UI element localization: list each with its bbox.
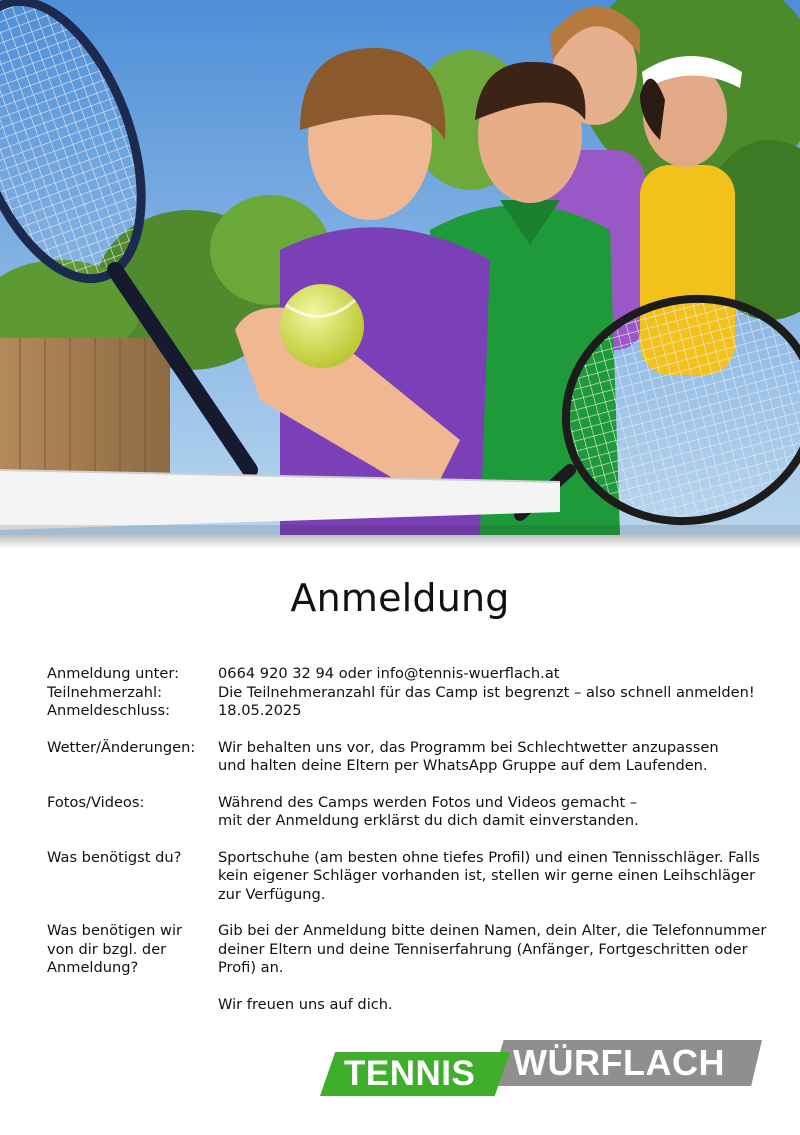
needs-value	[218, 849, 787, 905]
needs-line-1: Sportschuhe (am besten ohne tiefes Profil) und einen Tennisschläger. Falls	[218, 848, 760, 866]
weather-label: Wetter/Änderungen:	[47, 738, 196, 756]
tennis-ball	[280, 284, 364, 368]
needs-line-2: kein eigener Schläger vorhanden ist, stellen wir gerne einen Leihschläger	[218, 867, 756, 884]
required-label	[47, 922, 218, 978]
photos-line-2: mit der Anmeldung erklärst du dich damit einverstanden.	[218, 812, 639, 829]
weather-row	[47, 739, 787, 776]
contact-value	[218, 665, 787, 684]
required-value	[218, 922, 787, 978]
logo-word-tennis: TENNIS	[344, 1054, 476, 1093]
deadline-row	[47, 702, 787, 721]
contact-connector: oder	[338, 665, 372, 682]
required-line-3: Profi) an.	[218, 959, 284, 976]
photos-value	[218, 794, 787, 831]
participants-value: Die Teilnehmeranzahl für das Camp ist begrenzt – also schnell anmelden!	[218, 683, 755, 701]
needs-row	[47, 849, 787, 905]
hero-shadow	[0, 535, 800, 549]
photos-label: Fotos/Videos:	[47, 793, 145, 811]
participants-label: Teilnehmerzahl:	[47, 683, 163, 701]
required-row	[47, 922, 787, 978]
required-line-1: Gib bei der Anmeldung bitte deinen Namen, dein Alter, die Telefonnummer	[218, 922, 767, 939]
contact-label: Anmeldung unter:	[47, 665, 180, 682]
page-title: Anmeldung	[290, 576, 510, 620]
logo-word-wuerflach: WÜRFLACH	[513, 1042, 725, 1083]
hero-photo	[0, 0, 800, 535]
required-line-2: deiner Eltern und deine Tenniserfahrung (Anfänger, Fortgeschritten oder	[218, 940, 748, 958]
needs-line-3: zur Verfügung.	[218, 885, 326, 903]
phone-number[interactable]: 0664 920 32 94	[218, 665, 335, 682]
deadline-value: 18.05.2025	[218, 702, 302, 719]
tennis-kids-photo-illustration	[0, 0, 800, 535]
required-label-line-2: von dir bzgl. der	[47, 940, 167, 958]
deadline-label: Anmeldeschluss:	[47, 702, 171, 719]
closing-text: Wir freuen uns auf dich.	[218, 995, 393, 1013]
registration-info	[47, 665, 787, 1014]
photos-row	[47, 794, 787, 831]
required-label-line-3: Anmeldung?	[47, 959, 139, 976]
weather-line-2: und halten deine Eltern per WhatsApp Gruppe auf dem Laufenden.	[218, 757, 708, 774]
weather-line-1: Wir behalten uns vor, das Programm bei Schlechtwetter anzupassen	[218, 738, 719, 756]
contact-row	[47, 665, 787, 684]
email-address[interactable]: info@tennis-wuerflach.at	[376, 665, 560, 682]
photos-line-1: Während des Camps werden Fotos und Videos gemacht –	[218, 793, 638, 811]
needs-label: Was benötigst du?	[47, 848, 182, 866]
weather-value	[218, 739, 787, 776]
required-label-line-1: Was benötigen wir	[47, 922, 182, 939]
tennis-wuerflach-logo	[320, 1038, 765, 1100]
participants-row	[47, 684, 787, 703]
